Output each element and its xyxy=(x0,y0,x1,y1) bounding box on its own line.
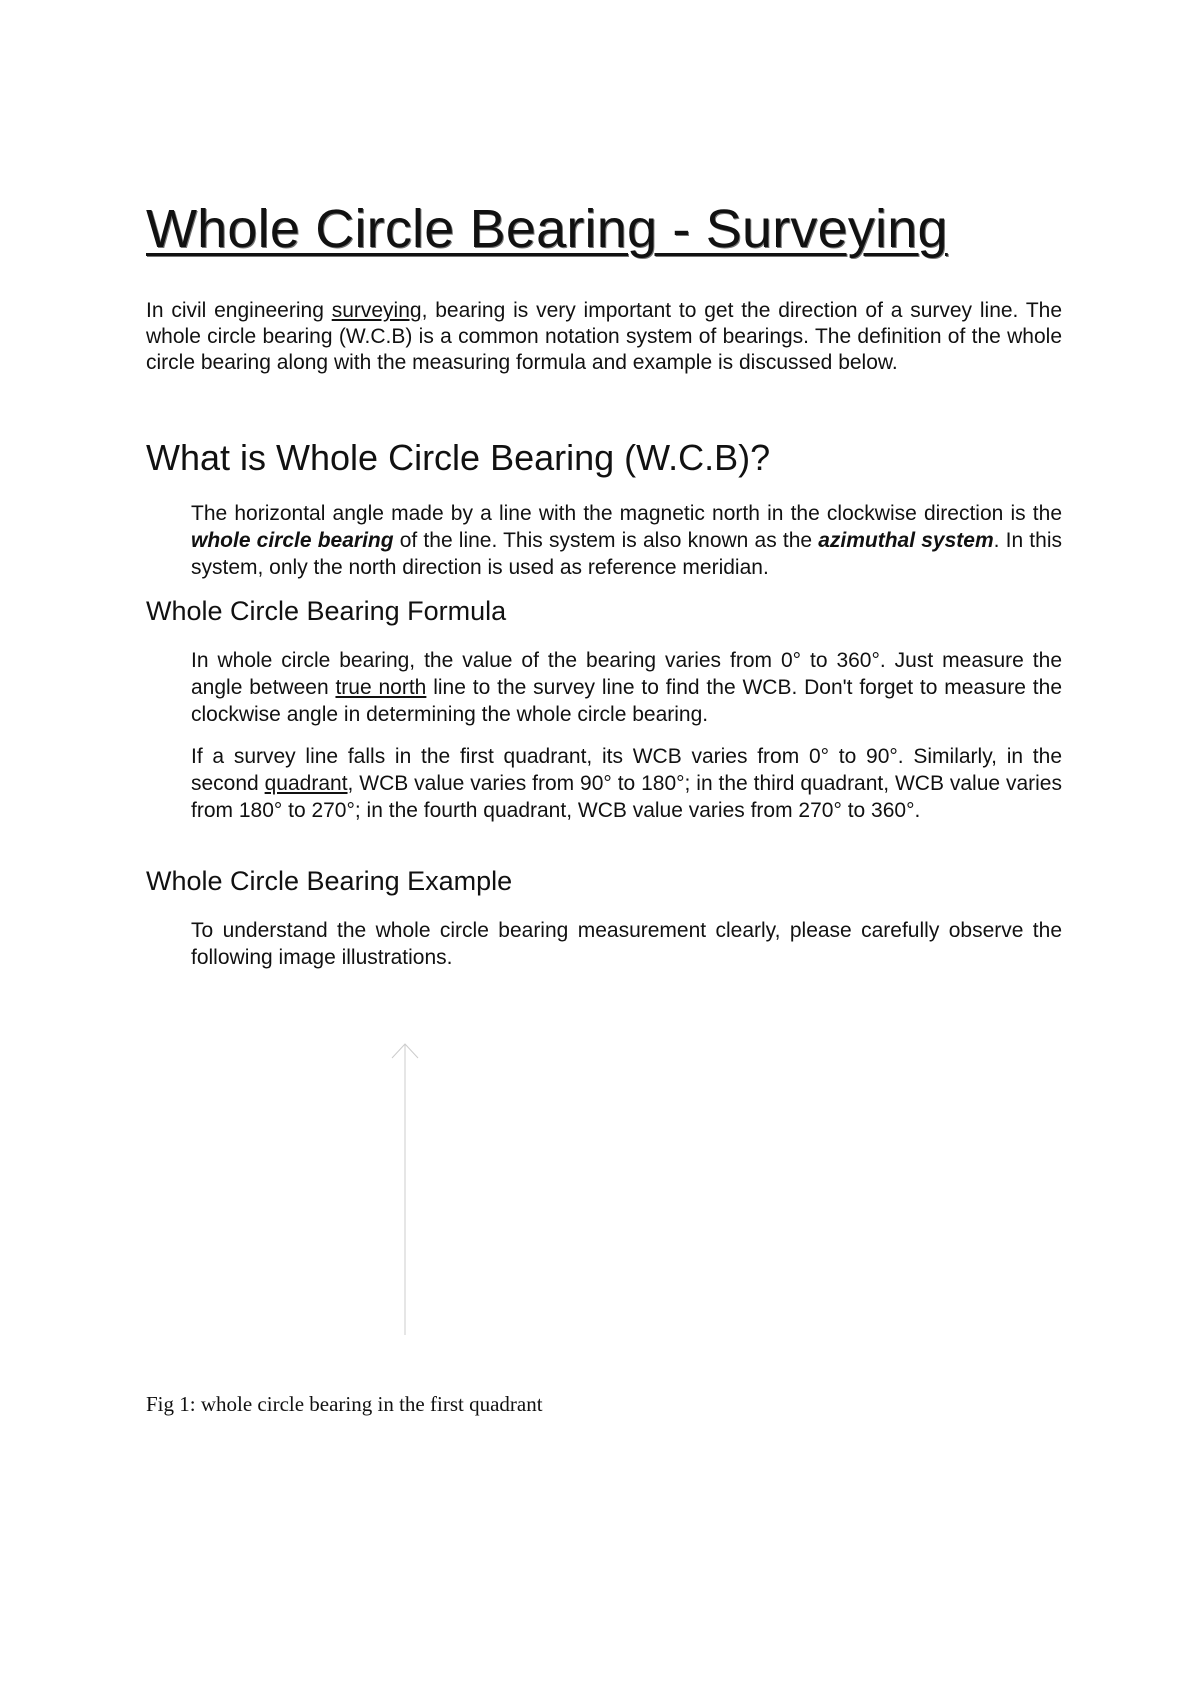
figure-1 xyxy=(380,1030,430,1350)
wcb-definition-paragraph xyxy=(191,500,1062,581)
intro-text-start: In civil engineering xyxy=(146,299,332,322)
wcb-text-3: . In this system, only the north direction is used as reference meridian. xyxy=(191,529,1062,579)
formula-paragraph-1 xyxy=(191,647,1062,728)
page-title: Whole Circle Bearing - Surveying xyxy=(146,199,948,259)
quadrant-link[interactable]: quadrant xyxy=(264,772,348,795)
wcb-bold-term-2: azimuthal system xyxy=(818,529,994,552)
intro-text-end: , bearing is very important to get the direction of a survey line. The whole circle bearing (W.C.B) is a common notation system of bearings. The definition of the whole circle bearing along with the measuring formula and example is discussed below. xyxy=(146,299,1063,374)
formula-p1-text-start: In whole circle bearing, the value of the bearing varies from 0° to 360°. Just measure the angle between xyxy=(191,649,1062,699)
intro-paragraph xyxy=(146,298,1062,376)
north-arrow-icon xyxy=(380,1030,430,1350)
wcb-text-1: The horizontal angle made by a line with the magnetic north in the clockwise direction is the xyxy=(191,502,1062,525)
true-north-link[interactable]: true north xyxy=(335,676,427,699)
figure-caption: Fig 1: whole circle bearing in the first quadrant xyxy=(146,1392,543,1416)
wcb-bold-term-1: whole circle bearing xyxy=(191,529,394,552)
section-heading-example: Whole Circle Bearing Example xyxy=(146,866,513,896)
wcb-text-2: of the line. This system is also known as the xyxy=(393,529,819,552)
formula-p2-text-end: , WCB value varies from 90° to 180°; in the third quadrant, WCB value varies from 180° to 270°; in the fourth quadrant, WCB value varies from 270° to 360°. xyxy=(191,772,1062,822)
section-heading-formula: Whole Circle Bearing Formula xyxy=(146,596,507,626)
formula-paragraph-2 xyxy=(191,743,1062,824)
formula-p2-text-start: If a survey line falls in the first quadrant, its WCB varies from 0° to 90°. Similarly, in the second xyxy=(191,745,1062,795)
example-paragraph: To understand the whole circle bearing measurement clearly, please carefully observe the following image illustrations. xyxy=(191,919,1062,969)
section-heading-wcb: What is Whole Circle Bearing (W.C.B)? xyxy=(146,437,771,478)
formula-p1-text-end: line to the survey line to find the WCB. Don't forget to measure the clockwise angle in determining the whole circle bearing. xyxy=(191,676,1062,726)
surveying-link[interactable]: surveying xyxy=(331,299,422,322)
